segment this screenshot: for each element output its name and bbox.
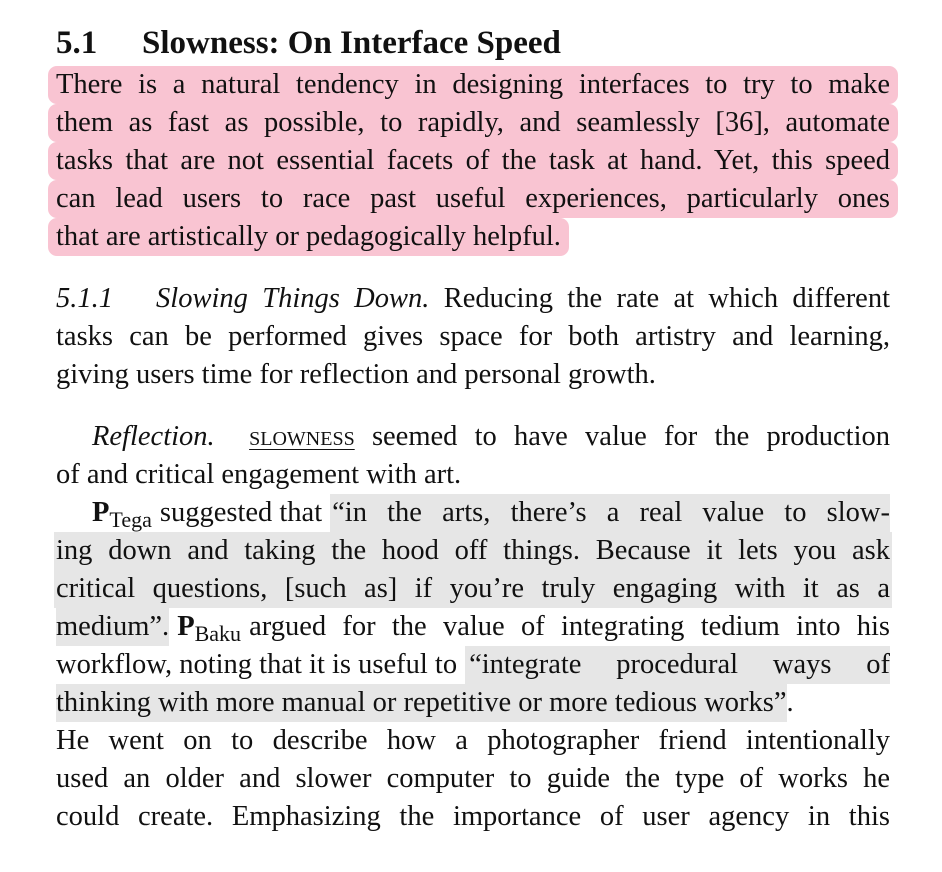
quote-line — [56, 646, 890, 684]
subsection-line — [56, 356, 890, 394]
quote-period: . — [786, 687, 794, 718]
intro-line — [56, 66, 890, 104]
highlighted-quote[interactable]: critical questions, [such as] if you’re truly engaging with it as a — [54, 570, 892, 608]
subsection-text: tasks can be performed gives space for both artistry and learning, — [56, 321, 890, 352]
reflection-label: Reflection. — [92, 421, 215, 452]
participant-tega: $P_{Tega}$ — [92, 497, 152, 532]
subsection-title: Slowing Things Down. — [156, 283, 430, 314]
intro-line-text: them as fast as possible, to rapidly, and seamlessly [36], automate — [56, 107, 890, 138]
body-line — [56, 798, 890, 836]
subsection-paragraph — [56, 280, 890, 394]
quote-line — [56, 570, 890, 608]
reflection-line — [56, 456, 890, 494]
quotes-paragraph — [56, 494, 890, 836]
intro-line — [56, 104, 890, 142]
section-heading — [56, 22, 890, 64]
highlighted-intro-paragraph[interactable] — [56, 66, 890, 256]
subsection-line — [56, 280, 890, 318]
reflection-line — [56, 418, 890, 456]
intro-line-text: that are artistically or pedagogically helpful. — [48, 218, 569, 256]
quote-line — [56, 608, 890, 646]
highlighted-quote[interactable]: ing down and taking the hood off things. Because it lets you ask — [54, 532, 892, 570]
body-text: workflow, noting that it is useful to — [56, 649, 458, 680]
section-number: 5.1 — [56, 25, 98, 61]
reflection-text: of and critical engagement with art. — [56, 459, 462, 490]
quote-line — [56, 532, 890, 570]
subsection-number: 5.1.1 — [56, 283, 113, 314]
quote-line — [56, 494, 890, 532]
body-line — [56, 722, 890, 760]
intro-line — [56, 218, 890, 256]
intro-line — [56, 180, 890, 218]
quote-line — [56, 684, 890, 722]
section-title: Slowness: On Interface Speed — [142, 25, 561, 61]
intro-line-text: tasks that are not essential facets of the task at hand. Yet, this speed — [56, 145, 890, 176]
slowness-keyword-link[interactable]: slowness — [249, 421, 355, 452]
subsection-line — [56, 318, 890, 356]
highlighted-quote[interactable]: “in the arts, there’s a real value to slow- — [330, 494, 890, 532]
intro-line-text: There is a natural tendency in designing interfaces to try to make — [56, 69, 890, 100]
reflection-text: seemed to have value for the production — [371, 421, 891, 452]
reflection-paragraph — [56, 418, 890, 494]
quote-intro-text: suggested that — [159, 497, 323, 528]
subsection-text: giving users time for reflection and personal growth. — [56, 359, 656, 390]
participant-baku: $P_{Baku}$ — [177, 611, 242, 646]
highlighted-quote[interactable]: medium”. — [56, 608, 169, 646]
intro-line-text: can lead users to race past useful experiences, particularly ones — [56, 183, 890, 214]
body-text: used an older and slower computer to guide the type of works he — [56, 763, 890, 794]
intro-line — [56, 142, 890, 180]
body-text: could create. Emphasizing the importance of user agency in this — [56, 801, 890, 832]
body-line — [56, 760, 890, 798]
highlighted-quote[interactable]: “integrate procedural ways of — [465, 646, 890, 684]
subsection-text: Reducing the rate at which different — [443, 283, 891, 314]
highlighted-quote[interactable]: thinking with more manual or repetitive or more tedious works” — [56, 684, 787, 722]
quote-intro-text: argued for the value of integrating tedium into his — [249, 611, 890, 642]
body-text: He went on to describe how a photographer friend intentionally — [56, 725, 890, 756]
paper-page — [56, 22, 890, 836]
